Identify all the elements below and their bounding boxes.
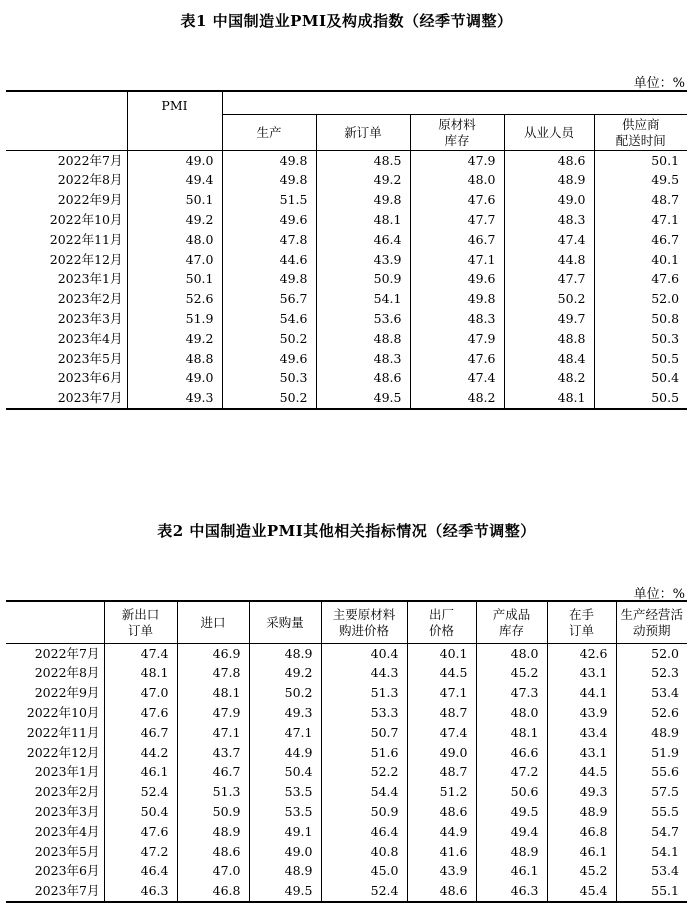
table-row — [6, 763, 687, 783]
cell-value: 47.8 — [222, 230, 316, 250]
cell-value: 44.1 — [547, 684, 616, 704]
cell-value: 46.8 — [177, 882, 249, 903]
cell-value: 40.1 — [407, 644, 476, 664]
cell-value: 50.7 — [321, 723, 407, 743]
row-date: 2023年2月 — [57, 291, 123, 307]
header-line: 订单 — [127, 622, 153, 638]
cell-value: 48.7 — [407, 703, 476, 723]
cell-value: 48.1 — [104, 664, 177, 684]
cell-value: 44.3 — [321, 664, 407, 684]
cell-value: 44.6 — [222, 250, 316, 270]
table-row — [6, 882, 687, 903]
cell-value: 44.8 — [504, 250, 594, 270]
cell-value: 47.4 — [104, 644, 177, 664]
table-row — [6, 644, 687, 664]
cell-value: 49.2 — [316, 171, 410, 191]
cell-value: 52.6 — [127, 290, 222, 310]
table-row — [6, 822, 687, 842]
cell-value: 47.8 — [177, 664, 249, 684]
cell-value: 48.0 — [476, 703, 547, 723]
cell-value: 47.1 — [249, 723, 321, 743]
table1-header-blank — [6, 91, 127, 151]
cell-value: 50.9 — [316, 270, 410, 290]
cell-value: 49.6 — [410, 270, 504, 290]
cell-value: 47.9 — [177, 703, 249, 723]
cell-value: 49.2 — [127, 329, 222, 349]
cell-value: 49.0 — [249, 842, 321, 862]
cell-value: 46.9 — [177, 644, 249, 664]
table-row — [6, 230, 687, 250]
cell-value: 48.9 — [177, 822, 249, 842]
cell-value: 42.6 — [547, 644, 616, 664]
row-date: 2023年7月 — [57, 390, 123, 406]
row-date: 2022年11月 — [49, 231, 123, 247]
cell-value: 43.9 — [316, 250, 410, 270]
table-row — [6, 349, 687, 369]
cell-value: 47.6 — [104, 703, 177, 723]
table-row — [6, 369, 687, 389]
cell-value: 47.4 — [410, 369, 504, 389]
cell-value: 54.4 — [321, 783, 407, 803]
table2-header-6 — [547, 601, 616, 644]
cell-value: 43.9 — [547, 703, 616, 723]
cell-value: 49.7 — [504, 309, 594, 329]
cell-value: 53.5 — [249, 783, 321, 803]
table-row — [6, 309, 687, 329]
cell-value: 48.4 — [504, 349, 594, 369]
cell-value: 49.3 — [249, 703, 321, 723]
table1-pmi-components — [6, 90, 687, 410]
row-date: 2023年4月 — [57, 330, 123, 346]
cell-value: 52.0 — [594, 290, 687, 310]
cell-value: 46.1 — [476, 862, 547, 882]
cell-value: 50.5 — [594, 349, 687, 369]
cell-value: 47.3 — [476, 684, 547, 704]
cell-value: 46.7 — [177, 763, 249, 783]
cell-value: 55.5 — [616, 802, 687, 822]
cell-value: 47.6 — [410, 349, 504, 369]
header-line: 采购量 — [266, 614, 304, 630]
cell-value: 51.9 — [127, 309, 222, 329]
cell-value: 49.4 — [476, 822, 547, 842]
cell-value: 52.4 — [104, 783, 177, 803]
cell-value: 54.7 — [616, 822, 687, 842]
row-date: 2022年9月 — [57, 192, 123, 208]
cell-value: 56.7 — [222, 290, 316, 310]
cell-value: 48.8 — [316, 329, 410, 349]
cell-value: 43.4 — [547, 723, 616, 743]
cell-value: 50.9 — [321, 802, 407, 822]
cell-value: 47.1 — [410, 250, 504, 270]
cell-value: 50.8 — [594, 309, 687, 329]
table-row — [6, 684, 687, 704]
cell-value: 51.3 — [321, 684, 407, 704]
table1-header-spacer — [222, 91, 687, 115]
cell-value: 49.1 — [249, 822, 321, 842]
cell-value: 45.0 — [321, 862, 407, 882]
table-row — [6, 171, 687, 191]
cell-value: 48.6 — [407, 882, 476, 903]
cell-value: 48.6 — [316, 369, 410, 389]
row-date: 2022年12月 — [26, 744, 100, 760]
cell-value: 47.4 — [504, 230, 594, 250]
cell-value: 46.1 — [104, 763, 177, 783]
table-row — [6, 783, 687, 803]
cell-value: 48.9 — [476, 842, 547, 862]
cell-value: 50.2 — [504, 290, 594, 310]
cell-value: 50.3 — [222, 369, 316, 389]
cell-value: 40.1 — [594, 250, 687, 270]
header-line: 产成品 — [492, 606, 531, 622]
cell-value: 48.5 — [316, 151, 410, 171]
cell-value: 49.8 — [410, 290, 504, 310]
cell-value: 53.4 — [616, 862, 687, 882]
cell-value: 48.0 — [476, 644, 547, 664]
cell-value: 47.4 — [407, 723, 476, 743]
cell-value: 50.4 — [594, 369, 687, 389]
cell-value: 47.1 — [177, 723, 249, 743]
table2-header-3 — [321, 601, 407, 644]
table-row — [6, 743, 687, 763]
table2-header-1 — [177, 601, 249, 644]
table-row — [6, 210, 687, 230]
cell-value: 49.5 — [316, 389, 410, 410]
cell-value: 50.4 — [104, 802, 177, 822]
cell-value: 51.9 — [616, 743, 687, 763]
cell-value: 48.6 — [177, 842, 249, 862]
cell-value: 47.7 — [504, 270, 594, 290]
cell-value: 54.6 — [222, 309, 316, 329]
cell-value: 50.2 — [222, 329, 316, 349]
header-line: 购进价格 — [338, 622, 389, 638]
table-row — [6, 191, 687, 211]
cell-value: 48.9 — [504, 171, 594, 191]
cell-value: 53.5 — [249, 802, 321, 822]
table-row — [6, 329, 687, 349]
table2-header-blank — [6, 601, 104, 644]
table2-unit: 单位：% — [633, 587, 685, 602]
cell-value: 49.5 — [249, 882, 321, 903]
cell-value: 49.2 — [127, 210, 222, 230]
row-date: 2023年6月 — [57, 370, 123, 386]
cell-value: 47.1 — [594, 210, 687, 230]
cell-value: 47.6 — [104, 822, 177, 842]
cell-value: 45.4 — [547, 882, 616, 903]
row-date: 2023年5月 — [34, 843, 100, 859]
cell-value: 49.8 — [222, 171, 316, 191]
header-line: 库存 — [498, 622, 524, 638]
cell-value: 49.4 — [127, 171, 222, 191]
header-line: 动预期 — [632, 622, 671, 638]
cell-value: 40.4 — [321, 644, 407, 664]
header-line: 价格 — [428, 622, 454, 638]
cell-value: 48.9 — [249, 862, 321, 882]
cell-value: 48.2 — [410, 389, 504, 410]
cell-value: 46.7 — [410, 230, 504, 250]
cell-value: 47.0 — [177, 862, 249, 882]
cell-value: 44.2 — [104, 743, 177, 763]
row-date: 2022年10月 — [26, 705, 100, 721]
row-date: 2022年8月 — [57, 172, 123, 188]
row-date: 2023年1月 — [57, 271, 123, 287]
cell-value: 46.4 — [316, 230, 410, 250]
row-date: 2023年4月 — [34, 823, 100, 839]
cell-value: 48.9 — [616, 723, 687, 743]
table2-body — [6, 644, 687, 903]
row-date: 2022年7月 — [34, 645, 100, 661]
cell-value: 49.0 — [127, 369, 222, 389]
header-line: 在手 — [568, 606, 594, 622]
cell-value: 50.1 — [127, 270, 222, 290]
row-date: 2022年10月 — [49, 212, 123, 228]
cell-value: 50.5 — [594, 389, 687, 410]
cell-value: 49.0 — [504, 191, 594, 211]
cell-value: 51.3 — [177, 783, 249, 803]
cell-value: 44.9 — [407, 822, 476, 842]
cell-value: 47.7 — [410, 210, 504, 230]
cell-value: 44.5 — [547, 763, 616, 783]
cell-value: 40.8 — [321, 842, 407, 862]
cell-value: 48.7 — [407, 763, 476, 783]
cell-value: 48.8 — [504, 329, 594, 349]
cell-value: 43.1 — [547, 664, 616, 684]
cell-value: 53.3 — [321, 703, 407, 723]
table2-other-indicators — [6, 600, 687, 903]
cell-value: 50.2 — [222, 389, 316, 410]
table1-unit: 单位：% — [633, 76, 685, 91]
cell-value: 48.3 — [316, 349, 410, 369]
cell-value: 46.4 — [321, 822, 407, 842]
cell-value: 50.4 — [249, 763, 321, 783]
table1-header-supplier-line1: 供应商 — [622, 116, 660, 132]
cell-value: 48.9 — [249, 644, 321, 664]
cell-value: 48.1 — [316, 210, 410, 230]
table-row — [6, 862, 687, 882]
cell-value: 48.6 — [504, 151, 594, 171]
cell-value: 51.2 — [407, 783, 476, 803]
cell-value: 49.8 — [222, 270, 316, 290]
table1-header-employment: 从业人员 — [504, 115, 594, 151]
cell-value: 50.1 — [594, 151, 687, 171]
cell-value: 46.3 — [104, 882, 177, 903]
table2-header-2 — [249, 601, 321, 644]
cell-value: 48.3 — [410, 309, 504, 329]
cell-value: 55.6 — [616, 763, 687, 783]
table-row — [6, 703, 687, 723]
cell-value: 52.2 — [321, 763, 407, 783]
cell-value: 49.8 — [222, 151, 316, 171]
table1-body — [6, 151, 687, 410]
cell-value: 49.2 — [249, 664, 321, 684]
cell-value: 49.5 — [594, 171, 687, 191]
cell-value: 52.6 — [616, 703, 687, 723]
table-row — [6, 151, 687, 171]
cell-value: 43.9 — [407, 862, 476, 882]
cell-value: 48.6 — [407, 802, 476, 822]
cell-value: 45.2 — [476, 664, 547, 684]
table-row — [6, 664, 687, 684]
table2-header-0 — [104, 601, 177, 644]
cell-value: 49.6 — [222, 349, 316, 369]
row-date: 2023年3月 — [34, 804, 100, 820]
cell-value: 48.0 — [127, 230, 222, 250]
table-row — [6, 389, 687, 410]
row-date: 2022年11月 — [26, 724, 100, 740]
row-date: 2023年7月 — [34, 883, 100, 899]
header-line: 订单 — [568, 622, 594, 638]
cell-value: 49.6 — [222, 210, 316, 230]
cell-value: 47.6 — [410, 191, 504, 211]
table1-header-raw-stock-line1: 原材料 — [438, 116, 476, 132]
cell-value: 57.5 — [616, 783, 687, 803]
cell-value: 45.2 — [547, 862, 616, 882]
row-date: 2023年5月 — [57, 350, 123, 366]
cell-value: 50.2 — [249, 684, 321, 704]
cell-value: 48.2 — [504, 369, 594, 389]
cell-value: 47.9 — [410, 151, 504, 171]
table-row — [6, 802, 687, 822]
cell-value: 53.4 — [616, 684, 687, 704]
table-row — [6, 842, 687, 862]
cell-value: 47.0 — [104, 684, 177, 704]
table-row — [6, 290, 687, 310]
cell-value: 50.3 — [594, 329, 687, 349]
cell-value: 41.6 — [407, 842, 476, 862]
row-date: 2022年8月 — [34, 665, 100, 681]
header-line: 主要原材料 — [332, 606, 396, 622]
cell-value: 52.4 — [321, 882, 407, 903]
cell-value: 51.6 — [321, 743, 407, 763]
cell-value: 47.0 — [127, 250, 222, 270]
cell-value: 49.5 — [476, 802, 547, 822]
header-line: 新出口 — [121, 606, 160, 622]
cell-value: 48.7 — [594, 191, 687, 211]
cell-value: 47.6 — [594, 270, 687, 290]
table1-title: 表1 中国制造业PMI及构成指数（经季节调整） — [180, 12, 513, 30]
cell-value: 49.8 — [316, 191, 410, 211]
header-line: 生产经营活 — [620, 606, 683, 622]
table1-header-supplier-line2: 配送时间 — [615, 132, 666, 148]
table1-header-new-orders: 新订单 — [316, 115, 410, 151]
cell-value: 46.6 — [476, 743, 547, 763]
cell-value: 52.0 — [616, 644, 687, 664]
cell-value: 46.7 — [104, 723, 177, 743]
table1-header-raw-stock-line2: 库存 — [444, 132, 470, 148]
table2-header-5 — [476, 601, 547, 644]
table2-header-7 — [616, 601, 687, 644]
table2-header-4 — [407, 601, 476, 644]
cell-value: 48.1 — [476, 723, 547, 743]
row-date: 2023年3月 — [57, 311, 123, 327]
cell-value: 48.1 — [177, 684, 249, 704]
row-date: 2022年9月 — [34, 685, 100, 701]
table1-header-production: 生产 — [222, 115, 316, 151]
cell-value: 53.6 — [316, 309, 410, 329]
table1-header-raw-stock — [410, 115, 504, 151]
cell-value: 46.7 — [594, 230, 687, 250]
cell-value: 47.9 — [410, 329, 504, 349]
cell-value: 48.0 — [410, 171, 504, 191]
cell-value: 48.8 — [127, 349, 222, 369]
row-date: 2023年6月 — [34, 863, 100, 879]
cell-value: 47.2 — [104, 842, 177, 862]
cell-value: 43.1 — [547, 743, 616, 763]
cell-value: 47.2 — [476, 763, 547, 783]
cell-value: 46.1 — [547, 842, 616, 862]
row-date: 2023年2月 — [34, 784, 100, 800]
cell-value: 49.0 — [127, 151, 222, 171]
cell-value: 50.9 — [177, 802, 249, 822]
table2-header-row — [6, 601, 687, 644]
cell-value: 49.3 — [547, 783, 616, 803]
table1-header-pmi: PMI — [127, 91, 222, 151]
cell-value: 52.3 — [616, 664, 687, 684]
table2-title: 表2 中国制造业PMI其他相关指标情况（经季节调整） — [157, 522, 536, 540]
cell-value: 55.1 — [616, 882, 687, 903]
cell-value: 50.1 — [127, 191, 222, 211]
cell-value: 49.3 — [127, 389, 222, 410]
row-date: 2023年1月 — [34, 764, 100, 780]
header-line: 进口 — [200, 614, 226, 630]
table1-header-supplier-delivery — [594, 115, 687, 151]
cell-value: 49.0 — [407, 743, 476, 763]
cell-value: 48.9 — [547, 802, 616, 822]
cell-value: 51.5 — [222, 191, 316, 211]
row-date: 2022年7月 — [57, 152, 123, 168]
cell-value: 46.8 — [547, 822, 616, 842]
table-row — [6, 270, 687, 290]
cell-value: 54.1 — [616, 842, 687, 862]
cell-value: 48.3 — [504, 210, 594, 230]
cell-value: 54.1 — [316, 290, 410, 310]
cell-value: 47.1 — [407, 684, 476, 704]
table-row — [6, 723, 687, 743]
cell-value: 43.7 — [177, 743, 249, 763]
table-row — [6, 250, 687, 270]
cell-value: 48.1 — [504, 389, 594, 410]
cell-value: 44.9 — [249, 743, 321, 763]
row-date: 2022年12月 — [49, 251, 123, 267]
cell-value: 46.4 — [104, 862, 177, 882]
cell-value: 44.5 — [407, 664, 476, 684]
cell-value: 50.6 — [476, 783, 547, 803]
header-line: 出厂 — [428, 606, 454, 622]
cell-value: 46.3 — [476, 882, 547, 903]
